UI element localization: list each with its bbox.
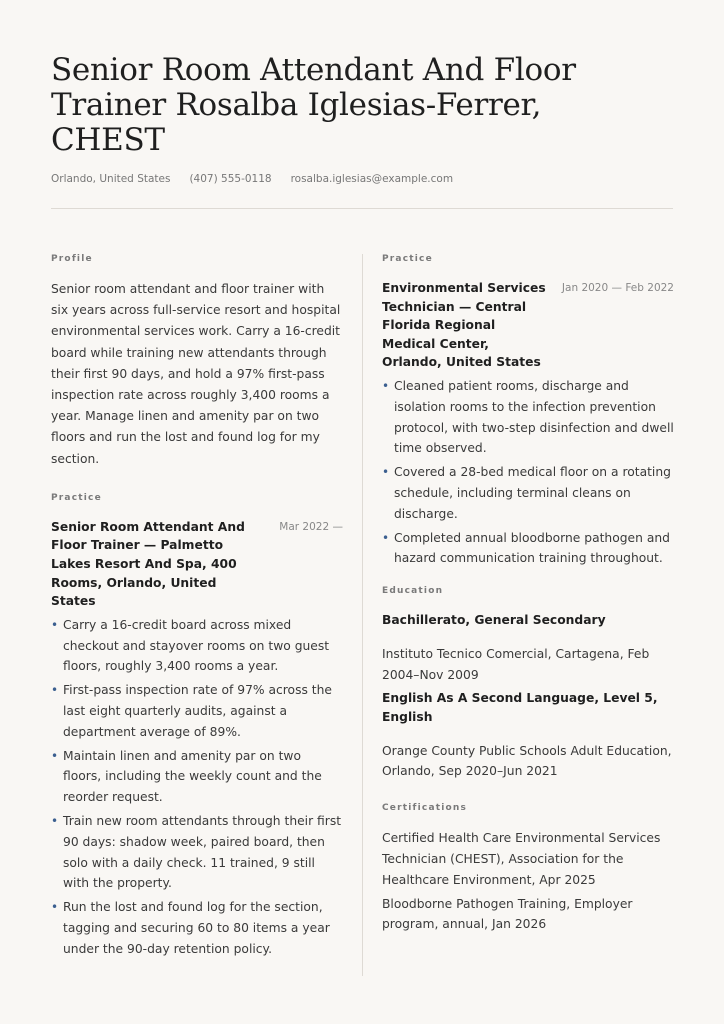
education-section (382, 585, 674, 782)
list-item: • Covered a 28-bed medical floor on a rotating schedule, including terminal cleans on discharge. (382, 462, 674, 524)
candidate-name: Senior Room Attendant And Floor Trainer Rosalba Iglesias-Ferrer, CHEST (51, 52, 576, 158)
section-label-profile: Profile (51, 254, 93, 264)
degree-title: English As A Second Language, Level 5, English (382, 691, 658, 724)
list-item: • Cleaned patient rooms, discharge and isolation rooms to the infection prevention protocol, with two-step disinfection and dwell time observed. (382, 376, 674, 459)
header-divider (51, 208, 673, 209)
right-column (382, 253, 674, 935)
job-title: Senior Room Attendant And Floor Trainer — Palmetto Lakes Resort And Spa, 400 Rooms, Orlando, United States (51, 519, 245, 609)
bullet-icon: • (382, 465, 390, 480)
email-text: rosalba.iglesias@example.com (290, 173, 454, 185)
degree-title: Bachillerato, General Secondary (382, 613, 606, 628)
column-divider (362, 254, 363, 976)
bullet-icon: • (51, 900, 59, 915)
practice-section-right (382, 253, 674, 569)
job-date: Mar 2022 — (279, 520, 343, 533)
contact-line (51, 173, 453, 185)
certification-item: Bloodborne Pathogen Training, Employer program, annual, Jan 2026 (382, 896, 633, 932)
list-item: • Carry a 16-credit board across mixed checkout and stayover rooms on two guest floors, roughly 3,400 rooms a year. (51, 615, 343, 677)
profile-text: Senior room attendant and floor trainer with six years across full-service resort and hospital environmental services work. Carry a 16-credit board while training new attendants through their first 90 days, and hold a 97% first-pass inspection rate across roughly 3,400 rooms a year. Manage linen and amenity par on two floors and run the lost and found log for my section. (51, 282, 341, 466)
job-bullets (51, 615, 343, 960)
degree-detail: Orange County Public Schools Adult Education, Orlando, Sep 2020–Jun 2021 (382, 743, 672, 779)
phone-text: (407) 555-0118 (189, 173, 272, 185)
list-item: • Maintain linen and amenity par on two floors, including the weekly count and the reorder request. (51, 746, 343, 808)
bullet-icon: • (51, 683, 59, 698)
practice-section-left (51, 492, 343, 960)
list-item: • Run the lost and found log for the section, tagging and securing 60 to 80 items a year under the 90-day retention policy. (51, 897, 343, 959)
job-header (382, 279, 674, 372)
job-date: Jan 2020 — Feb 2022 (561, 282, 674, 294)
left-column (51, 253, 343, 963)
location-text: Orlando, United States (51, 173, 171, 185)
section-label-practice: Practice (382, 254, 433, 264)
job-bullets (382, 376, 674, 569)
bullet-icon: • (51, 813, 59, 828)
bullet-icon: • (51, 748, 59, 763)
list-item: • Completed annual bloodborne pathogen and hazard communication training throughout. (382, 528, 674, 570)
list-item: • Train new room attendants through their first 90 days: shadow week, paired board, then solo with a daily check. 11 trained, 9 still with the property. (51, 811, 343, 894)
resume-page (51, 0, 673, 1024)
bullet-icon: • (382, 530, 390, 545)
bullet-icon: • (51, 617, 59, 632)
section-label-practice: Practice (51, 492, 102, 503)
certifications-section (382, 802, 674, 935)
section-label-education: Education (382, 586, 444, 597)
bullet-icon: • (382, 378, 390, 393)
degree-detail: Instituto Tecnico Comercial, Cartagena, Feb 2004–Nov 2009 (382, 646, 650, 682)
education-item (382, 689, 674, 782)
list-item: • First-pass inspection rate of 97% across the last eight quarterly audits, against a department average of 89%. (51, 680, 343, 742)
job-title: Environmental Services Technician — Central Florida Regional Medical Center, Orlando, United States (382, 281, 546, 370)
job-header (51, 518, 343, 611)
education-item (382, 611, 674, 685)
section-label-certifications: Certifications (382, 803, 468, 814)
certification-item: Certified Health Care Environmental Services Technician (CHEST), Association for the Healthcare Environment, Apr 2025 (382, 831, 661, 887)
profile-section (51, 253, 343, 470)
